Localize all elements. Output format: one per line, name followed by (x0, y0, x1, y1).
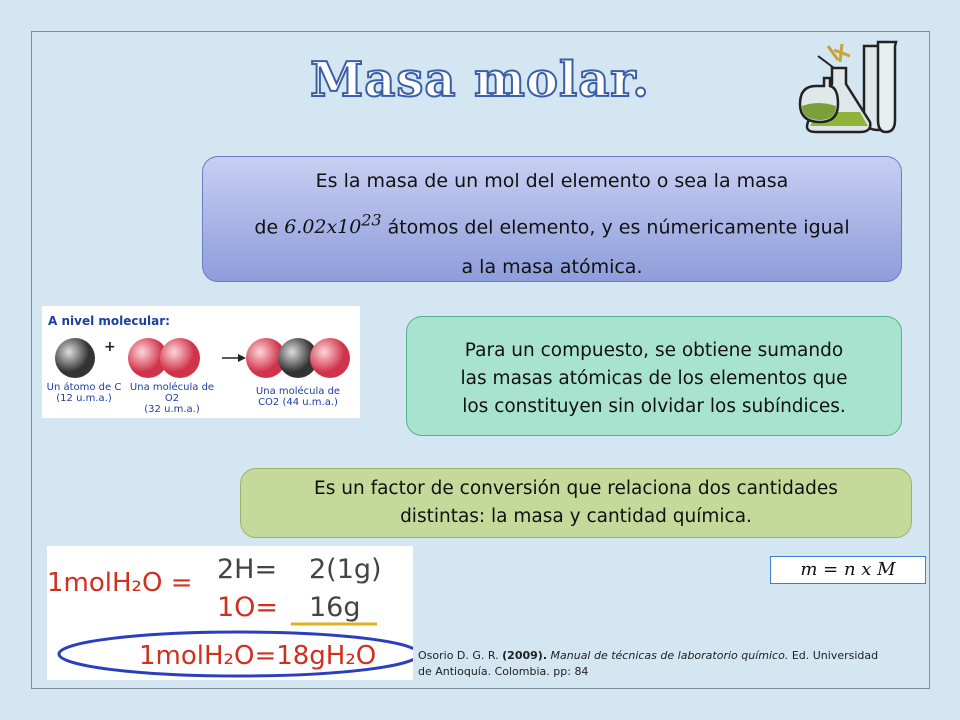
carbon-label (44, 382, 124, 404)
reference-publisher: Ed. Universidad (791, 649, 879, 662)
avogadro-mantissa: 6.02x10 (284, 216, 362, 239)
o2-label-line-2: (32 u.m.a.) (144, 404, 200, 415)
compound-note-line-2: las masas atómicas de los elementos que (460, 368, 848, 389)
row2-left: 1O= (217, 592, 279, 623)
reference-title: Manual de técnicas de laboratorio químico. (550, 649, 789, 662)
compound-note-line-3: los constituyen sin olvidar los subíndices. (462, 396, 846, 417)
molecular-diagram-heading: A nivel molecular: (48, 314, 170, 328)
row2-right: 16g (309, 592, 361, 623)
lab-flasks-icon (798, 38, 906, 138)
oxygen-atom-icon (310, 338, 350, 378)
avogadro-number (284, 211, 382, 239)
plus-sign: + (104, 339, 116, 355)
water-molar-mass-formula (47, 546, 413, 680)
molecular-diagram (42, 306, 360, 418)
reference-line-2: de Antioquía. Colombia. pp: 84 (418, 665, 589, 678)
water-formula-lhs: 1molH₂O = (47, 568, 193, 598)
water-formula-result: 1molH₂O=18gH₂O (139, 641, 377, 671)
slide-title: Masa molar. (310, 52, 650, 108)
co2-label (248, 386, 348, 408)
conversion-note-line-1: Es un factor de conversión que relaciona dos cantidades (314, 478, 838, 499)
reference-year: (2009). (502, 649, 548, 662)
definition-line-3: a la masa atómica. (461, 256, 643, 279)
compound-note-box (406, 316, 902, 436)
water-formula-drawing (47, 546, 413, 680)
definition-box (202, 156, 902, 282)
definition-prefix: de (254, 216, 279, 239)
carbon-label-line-2: (12 u.m.a.) (56, 393, 112, 404)
definition-line-2 (203, 201, 901, 247)
oxygen-atom-icon (160, 338, 200, 378)
carbon-atom-icon (55, 338, 95, 378)
conversion-note-line-2: distintas: la masa y cantidad química. (400, 506, 752, 527)
avogadro-exponent: 23 (361, 211, 382, 230)
arrow-head-icon (238, 354, 246, 362)
co2-label-line-1: Una molécula de (255, 386, 341, 397)
compound-note-line-1: Para un compuesto, se obtiene sumando (464, 340, 844, 361)
molar-mass-equation: m = n x M (770, 556, 926, 584)
reference-authors: Osorio D. G. R. (418, 649, 499, 662)
carbon-label-line-1: Un átomo de C (46, 382, 122, 393)
reference-citation (418, 648, 928, 680)
o2-label (122, 382, 222, 415)
row1-right: 2(1g) (309, 554, 382, 585)
row1-left: 2H= (217, 554, 278, 585)
definition-line-1: Es la masa de un mol del elemento o sea la masa (315, 170, 789, 192)
conversion-note-box (240, 468, 912, 538)
definition-suffix: átomos del elemento, y es númericamente igual (387, 216, 850, 239)
o2-label-line-1: Una molécula de O2 (129, 382, 215, 404)
co2-label-line-2: CO2 (44 u.m.a.) (258, 397, 338, 408)
